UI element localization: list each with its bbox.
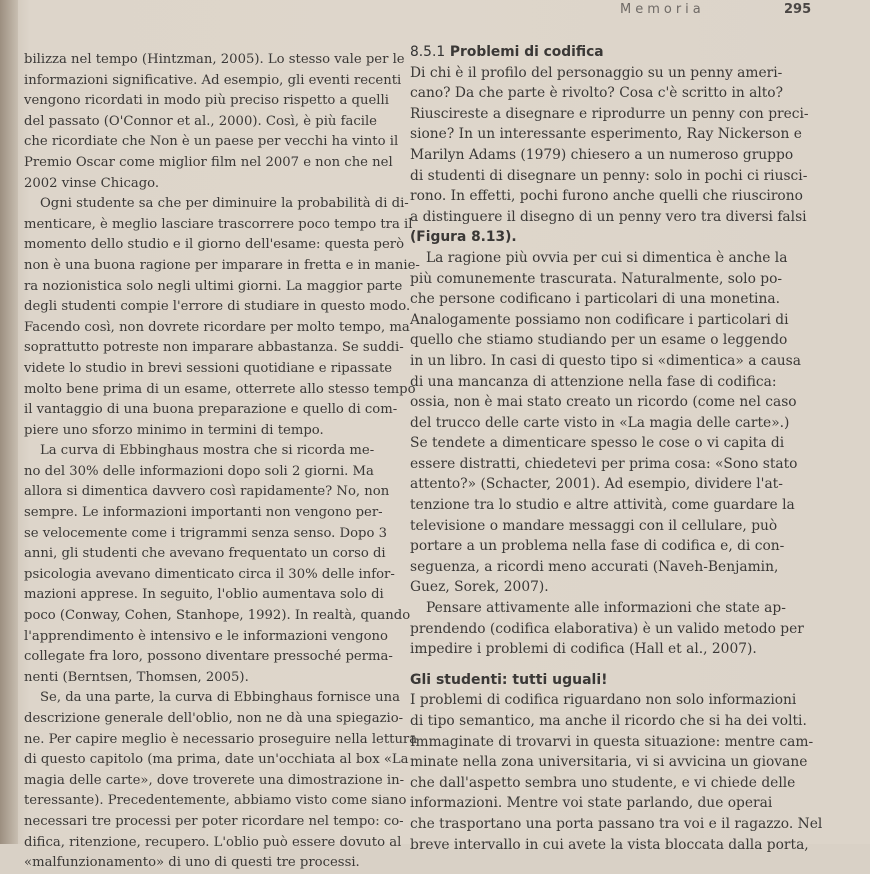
text-line: del trucco delle carte visto in «La magia delle carte».) xyxy=(410,414,790,431)
box-text-line: breve intervallo in cui avete la vista bloccata dalla porta, xyxy=(410,836,809,853)
text-line: attento?» (Schacter, 2001). Ad esempio, dividere l'at- xyxy=(410,476,783,493)
figure-reference: (Figura 8.13). xyxy=(410,229,517,246)
section-heading xyxy=(410,42,822,63)
text-line: teressante). Precedentemente, abbiamo visto come siano xyxy=(24,793,407,809)
text-line: anni, gli studenti che avevano frequentato un corso di xyxy=(24,546,386,562)
paragraph-start-line: Se, da una parte, la curva di Ebbinghaus fornisce una xyxy=(40,690,400,706)
text-line: cano? Da che parte è rivolto? Cosa c'è scritto in alto? xyxy=(410,85,784,102)
text-line: «malfunzionamento» di uno di questi tre processi. xyxy=(24,855,360,871)
text-line: degli studenti compie l'errore di studiare in questo modo. xyxy=(24,299,411,315)
text-line: ne. Per capire meglio è necessario proseguire nella lettura xyxy=(24,731,418,747)
text-line: magia delle carte», dove troverete una dimostrazione in- xyxy=(24,772,405,788)
text-line: a distinguere il disegno di un penny vero tra diversi falsi xyxy=(410,208,807,225)
text-line: descrizione generale dell'oblio, non ne dà una spiegazio- xyxy=(24,711,404,726)
text-line: nenti (Berntsen, Thomsen, 2005). xyxy=(24,669,249,685)
text-line: Marilyn Adams (1979) chiesero a un numeroso gruppo xyxy=(410,146,794,163)
text-line: che ricordiate che Non è un paese per vecchi ha vinto il xyxy=(24,134,399,150)
text-line: collegate fra loro, possono diventare pressoché perma- xyxy=(24,649,393,665)
text-line: 2002 vinse Chicago. xyxy=(24,175,160,191)
text-line: televisione o mandare messaggi con il cellulare, può xyxy=(410,517,778,534)
text-line: Guez, Sorek, 2007). xyxy=(410,579,549,596)
text-line: seguenza, a ricordi meno accurati (Naveh-Benjamin, xyxy=(410,558,779,575)
left-column xyxy=(24,50,420,874)
text-line: soprattutto potreste non imparare abbastanza. Se suddi- xyxy=(24,340,404,356)
text-line: ossia, non è mai stato creato un ricordo (come nel caso xyxy=(410,394,797,411)
text-line: tenzione tra lo studio e altre attività, come guardare la xyxy=(410,497,795,514)
text-line: in un libro. In casi di questo tipo si «dimentica» a causa xyxy=(410,352,801,369)
text-line: Facendo così, non dovrete ricordare per molto tempo, ma xyxy=(24,319,410,335)
text-line: Premio Oscar come miglior film nel 2007 e non che nel xyxy=(24,154,393,170)
text-line: mazioni apprese. In seguito, l'oblio aumentava solo di xyxy=(24,587,384,603)
text-line: piere uno sforzo minimo in termini di tempo. xyxy=(24,422,324,438)
text-line: l'apprendimento è intensivo e le informazioni vengono xyxy=(24,628,388,644)
text-line: sempre. Le informazioni importanti non vengono per- xyxy=(24,505,383,521)
box-text-line: I problemi di codifica riguardano non solo informazioni xyxy=(410,692,797,709)
paragraph-start-line: La ragione più ovvia per cui si dimentica è anche la xyxy=(426,249,788,266)
text-line: rono. In effetti, pochi furono anche quelli che riuscirono xyxy=(410,188,803,205)
text-line: allora si dimentica davvero così rapidamente? No, non xyxy=(24,484,390,500)
box-text-line: informazioni. Mentre voi state parlando, due operai xyxy=(410,795,773,812)
text-line: molto bene prima di un esame, otterrete allo stesso tempo xyxy=(24,381,416,397)
box-text-line: minate nella zona universitaria, vi si avvicina un giovane xyxy=(410,754,808,771)
text-line: no del 30% delle informazioni dopo soli 2 giorni. Ma xyxy=(24,463,374,479)
text-line: informazioni significative. Ad esempio, gli eventi recenti xyxy=(24,72,402,88)
text-line: essere distratti, chiedetevi per prima cosa: «Sono stato xyxy=(410,455,798,472)
text-line: di questo capitolo (ma prima, date un'occhiata al box «La xyxy=(24,752,409,768)
right-column xyxy=(410,42,822,855)
text-line: Di chi è il profilo del personaggio su un penny ameri- xyxy=(410,64,783,81)
text-line: ra nozionistica solo negli ultimi giorni. La maggior parte xyxy=(24,278,403,294)
text-line: videte lo studio in brevi sessioni quotidiane e ripassate xyxy=(24,360,393,376)
text-line: Se tendete a dimenticare spesso le cose o vi capita di xyxy=(410,435,785,452)
text-line: menticare, è meglio lasciare trascorrere poco tempo tra il xyxy=(24,216,413,232)
text-line: di studenti di disegnare un penny: solo in pochi ci riusci- xyxy=(410,167,808,184)
paragraph-start-line: Pensare attivamente alle informazioni che state ap- xyxy=(426,600,786,617)
text-line: difica, ritenzione, recupero. L'oblio può essere dovuto al xyxy=(24,834,402,850)
section-title: Problemi di codifica xyxy=(449,44,604,60)
text-line: necessari tre processi per poter ricordare nel tempo: co- xyxy=(24,813,404,829)
text-line: poco (Conway, Cohen, Stanhope, 1992). In realtà, quando xyxy=(24,608,411,624)
box-text-line: di tipo semantico, ma anche il ricordo che si ha dei volti. xyxy=(410,713,807,729)
text-line: sione? In un interessante esperimento, Ray Nickerson e xyxy=(410,126,802,143)
box-title: Gli studenti: tutti uguali! xyxy=(410,671,608,688)
text-line: di una mancanza di attenzione nella fase di codifica: xyxy=(410,373,777,390)
box-text-line: che trasportano una porta passano tra voi e il ragazzo. Nel xyxy=(410,815,823,832)
text-line: portare a un problema nella fase di codifica e, di con- xyxy=(410,538,785,555)
page-number: 295 xyxy=(784,2,812,17)
text-line: non è una buona ragione per imparare in fretta e in manie- xyxy=(24,257,420,273)
text-line: il vantaggio di una buona preparazione e quello di com- xyxy=(24,402,398,418)
text-line: impedire i problemi di codifica (Hall et al., 2007). xyxy=(410,641,757,658)
section-number: 8.5.1 xyxy=(410,44,446,60)
text-line: se velocemente come i trigrammi senza senso. Dopo 3 xyxy=(24,525,388,541)
text-line: bilizza nel tempo (Hintzman, 2005). Lo stesso vale per le xyxy=(24,52,405,67)
text-line: prendendo (codifica elaborativa) è un valido metodo per xyxy=(410,620,804,637)
running-title: Memoria xyxy=(620,2,705,17)
text-line: che persone codificano i particolari di una monetina. xyxy=(410,291,780,308)
text-line: del passato (O'Connor et al., 2000). Così, è più facile xyxy=(24,113,377,129)
paragraph-start-line: La curva di Ebbinghaus mostra che si ricorda me- xyxy=(40,443,375,459)
spacer xyxy=(410,660,822,670)
box-text-line: che dall'aspetto sembra uno studente, e vi chiede delle xyxy=(410,774,796,791)
text-line: Riuscireste a disegnare e riprodurre un penny con preci- xyxy=(410,105,809,122)
paragraph-start-line: Ogni studente sa che per diminuire la probabilità di di- xyxy=(40,196,409,212)
text-line: Analogamente possiamo non codificare i particolari di xyxy=(410,311,789,328)
text-line: psicologia avevano dimenticato circa il 30% delle infor- xyxy=(24,566,395,582)
text-line: momento dello studio e il giorno dell'esame: questa però xyxy=(24,237,405,253)
text-line: più comunemente trascurata. Naturalmente, solo po- xyxy=(410,270,783,287)
box-text-line: Immaginate di trovarvi in questa situazione: mentre cam- xyxy=(410,733,814,750)
text-line: quello che stiamo studiando per un esame o leggendo xyxy=(410,332,788,349)
page-gutter-shadow xyxy=(0,0,18,844)
text-line: vengono ricordati in modo più preciso rispetto a quelli xyxy=(24,93,389,109)
